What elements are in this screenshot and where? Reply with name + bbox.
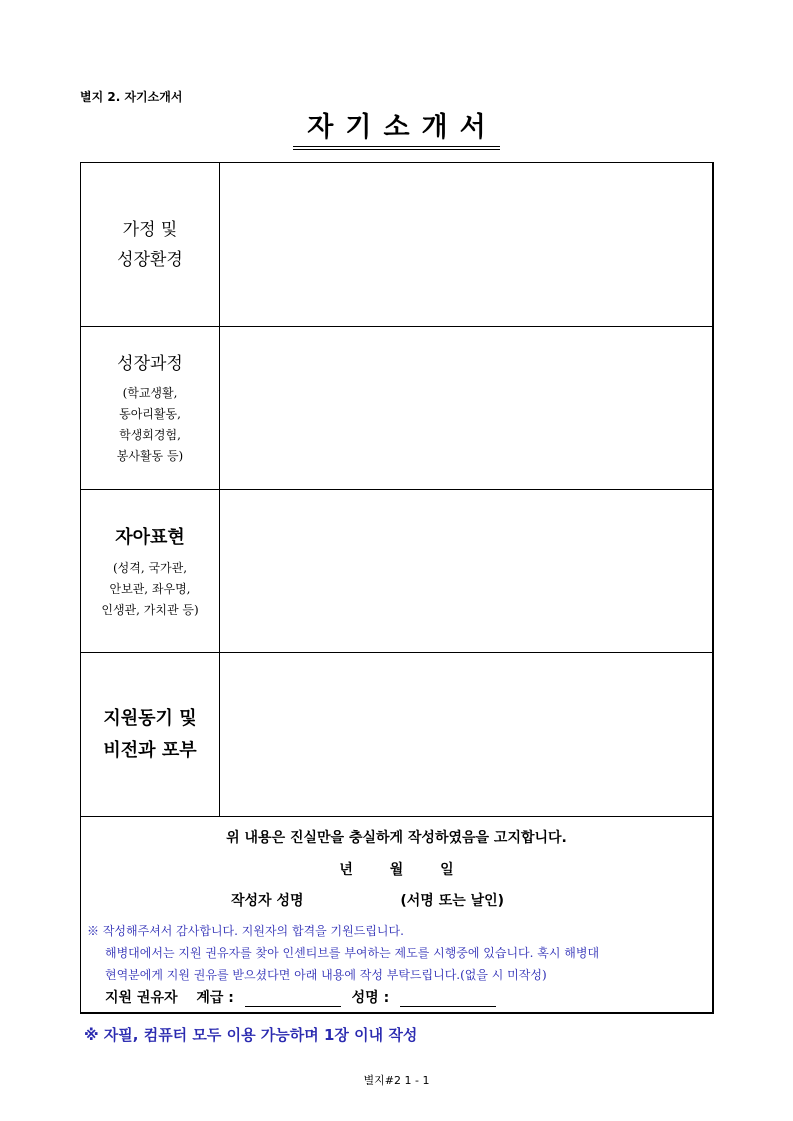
growth-process-input[interactable] [220, 327, 712, 489]
author-label: 작성자 성명 [231, 893, 304, 909]
title-wrap [0, 110, 793, 150]
section-motivation-vision [81, 653, 712, 817]
recommender-label: 지원 권유자 [105, 990, 178, 1006]
rank-label: 계급 : [196, 990, 234, 1006]
section-label [81, 163, 220, 326]
subtitle-line: (학교생활, [122, 386, 178, 400]
subtitle-line: 인생관, 가치관 등) [101, 602, 199, 617]
date-year-label: 년 [339, 862, 353, 878]
section-subtitle [101, 558, 198, 621]
section-title-line: 자아표현 [115, 526, 185, 548]
self-expression-input[interactable] [220, 490, 712, 652]
section-subtitle [117, 383, 183, 467]
section-label [81, 327, 220, 489]
section-title-line: 성장과정 [117, 354, 183, 374]
incentive-note-continued: 현역분에게 지원 권유를 받으셨다면 아래 내용에 작성 부탁드립니다.(없을 시 미작성) [105, 968, 547, 982]
incentive-note: 해병대에서는 지원 권유자를 찾아 인센티브를 부여하는 제도를 시행중에 있습니다. 혹시 해병대 [105, 946, 600, 960]
thanks-note: ※ 작성해주셔서 감사합니다. 지원자의 합격을 기원드립니다. [87, 924, 404, 938]
date-row [81, 859, 712, 879]
subtitle-line: 안보관, 좌우명, [109, 581, 191, 596]
signature-note: (서명 또는 날인) [400, 893, 505, 909]
subtitle-line: (성격, 국가관, [112, 560, 188, 575]
declaration-text: 위 내용은 진실만을 충실하게 작성하였음을 고지합니다. [226, 830, 567, 846]
section-family-background [81, 163, 712, 327]
name-label: 성명 : [351, 990, 390, 1006]
section-growth-process [81, 327, 712, 490]
section-title-line: 성장환경 [117, 249, 183, 270]
rank-field[interactable] [245, 992, 341, 1007]
date-day-label: 일 [440, 862, 454, 878]
section-title-line: 비전과 포부 [103, 739, 197, 761]
subtitle-line: 동아리활동, [119, 407, 181, 421]
recommender-row [105, 987, 502, 1007]
subtitle-line: 봉사활동 등) [116, 449, 184, 463]
family-background-input[interactable] [220, 163, 712, 326]
name-field[interactable] [400, 992, 496, 1007]
motivation-vision-input[interactable] [220, 653, 712, 816]
annex-label: 별지 2. 자기소개서 [80, 90, 183, 104]
bottom-note: ※ 자필, 컴퓨터 모두 이용 가능하며 1장 이내 작성 [84, 1026, 418, 1044]
signature-row [231, 890, 504, 910]
page-number: 별지#2 1 - 1 [363, 1074, 430, 1087]
date-month-label: 월 [389, 862, 404, 878]
subtitle-line: 학생회경험, [119, 428, 181, 442]
section-self-expression [81, 490, 712, 653]
section-title-line: 지원동기 및 [103, 707, 197, 729]
section-label [81, 490, 220, 652]
section-title-line: 가정 및 [122, 219, 178, 240]
declaration-footer [81, 817, 712, 1013]
document-title: 자기소개서 [293, 110, 499, 150]
section-label [81, 653, 220, 816]
self-introduction-form [80, 162, 714, 1014]
